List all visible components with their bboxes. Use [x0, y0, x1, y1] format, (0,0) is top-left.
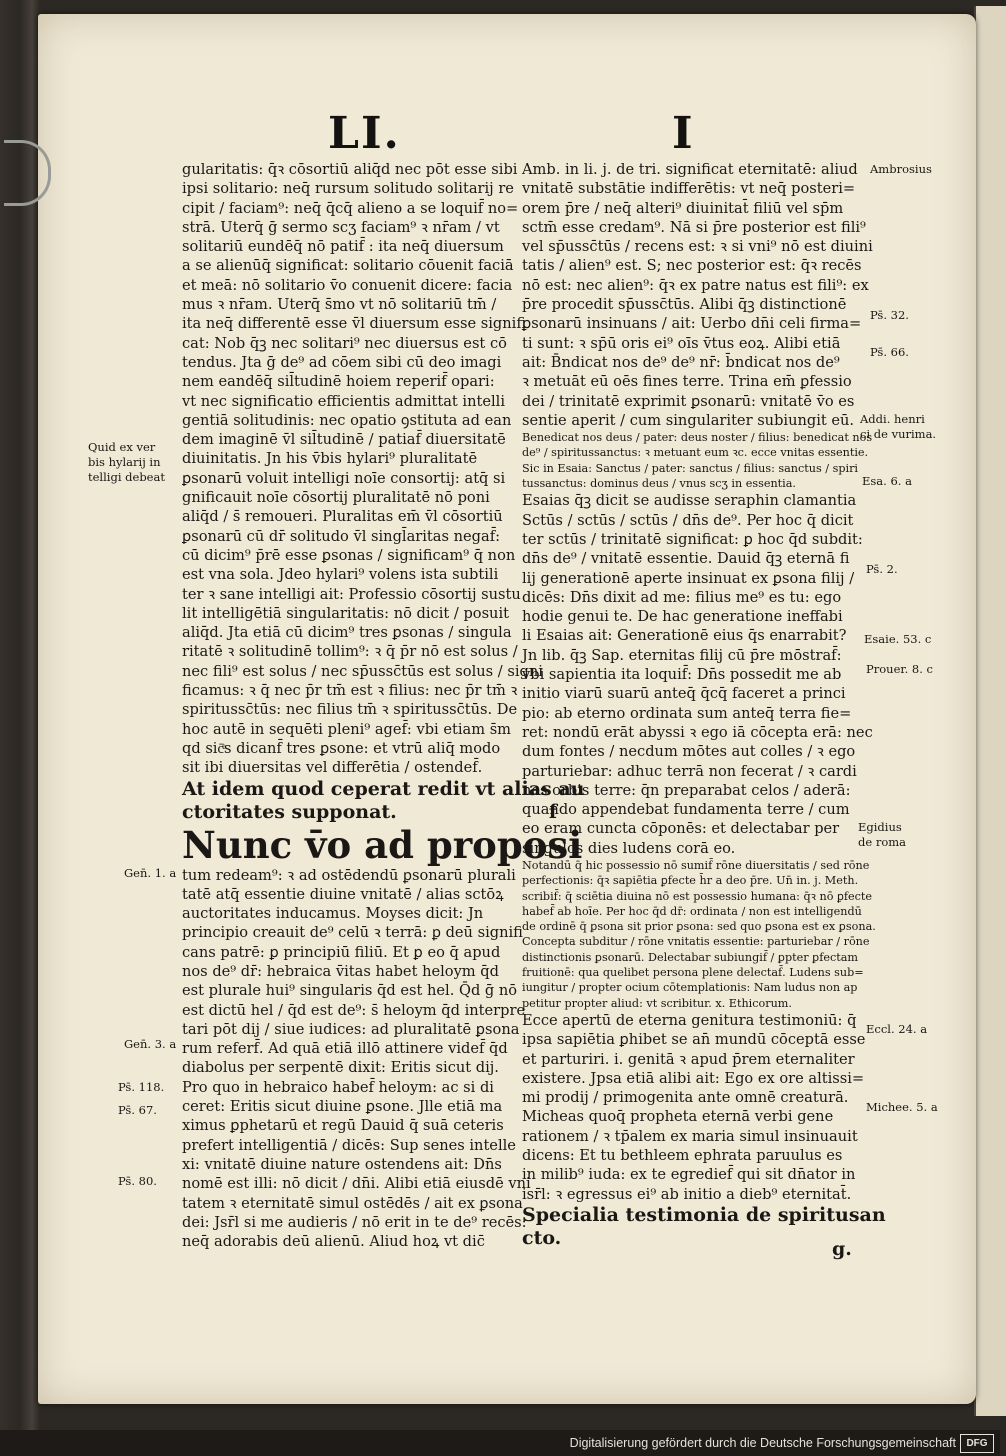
- text-line: ipsi solitario: neq̄ rursum solitudo solitarij re: [182, 180, 514, 198]
- text-line: neq̄ adorabis deū alienū. Aliud hoꝝ vt dic̄: [182, 1233, 485, 1251]
- text-line: eo eram cuncta cōponēs: et delectabar per: [522, 820, 840, 838]
- text-line: spiritussc̄tūs: nec filius tm̄ ꝛ spiritussc̄tūs. De: [182, 701, 518, 719]
- text-line: distinctionis ꝑsonarū. Delectabar subiungif̄ / ꝑpter ꝑfectam: [522, 950, 859, 964]
- text-line: ceret: Eritis sicut diuine ꝑsone. Jlle etiā ma: [182, 1098, 503, 1116]
- text-line: ctoritates supponat. f: [182, 800, 558, 823]
- folio-header-right: I: [672, 108, 695, 159]
- margin-note: Gen̄. 1. a: [124, 866, 177, 880]
- text-line: ti sunt: ꝛ sp̄ū oris ei⁹ oīs v̄tus eoꝝ. Alibi etiā: [522, 334, 841, 352]
- text-line: dei / trinitatē exprimit ꝑsonarū: vnitatē v̄o es: [522, 392, 855, 410]
- left-text-column: [182, 160, 585, 1251]
- text-line: Jn lib. q̄ꝫ Sap. eternitas filij cū p̄re mōstraf̄:: [522, 646, 842, 664]
- text-line: ficamus: ꝛ q̄ nec p̄r tm̄ est ꝛ filius: nec p̄r tm̄ ꝛ: [182, 682, 518, 700]
- text-line: ximus ꝑphetarū et regū Dauid q̄ suā ceteris: [182, 1117, 504, 1135]
- text-line: vt nec significatio efficientis admittat intelli: [182, 392, 505, 410]
- text-line: ꝛ metuāt eū oēs fines terre. Trina em̄ ꝑfessio: [522, 373, 852, 391]
- text-line: cat: Nob q̄ꝫ nec solitari⁹ nec diuersus est cō: [182, 334, 507, 352]
- text-line: rationem / ꝛ tp̄alem ex maria simul insinuauit: [522, 1127, 858, 1145]
- text-line: fruitionē: qua quelibet persona plene delectaf̄. Ludens sub=: [522, 966, 864, 980]
- text-line: li Esaias ait: Generationē eius q̄s enarrabit?: [522, 627, 847, 645]
- text-line: dum fontes / necdum mōtes aut colles / ꝛ ego: [522, 743, 856, 761]
- text-line: xi: vnitatē diuine nature ostendens ait: Dn̄s: [182, 1155, 502, 1173]
- text-line: aliq̄d / s̄ remoueri. Pluralitas em̄ v̄l cōsortiū: [182, 508, 503, 526]
- margin-note: Eccl. 24. a: [866, 1022, 928, 1036]
- text-line: est vna sola. Jdeo hylari⁹ volens ista subtili: [182, 566, 499, 584]
- text-line: sctm̄ esse credam⁹. Nā si p̄re posterior est fili⁹: [522, 218, 866, 236]
- text-line: gnificauit noīe cōsortij pluralitatē nō poni: [182, 489, 490, 507]
- text-line: est dictū hel / q̄d est de⁹: s̄ heloym q̄d interpre: [182, 1001, 526, 1019]
- text-line: petitur propter aliud: vt scribitur. x. Ethicorum.: [522, 996, 792, 1010]
- text-line: sentie aperit / cum singulariter subiungit eū.: [522, 411, 855, 429]
- margin-note: Michee. 5. a: [866, 1100, 938, 1114]
- facing-page-edge: [974, 6, 1006, 1416]
- text-line: dicens: Et tu bethleem ephrata paruulus es: [522, 1147, 843, 1165]
- text-line: perfectionis: q̄ꝛ sapiētia ꝑfecte h̄r a deo p̄re. Un̄ in. j. Meth.: [522, 874, 859, 888]
- margin-note: Ps̄. 66.: [870, 345, 909, 359]
- text-line: rum referf̄. Ad quā etiā illō attinere videf̄ q̄d: [182, 1040, 508, 1058]
- text-line: de⁹ / spiritussanctus: ꝛ metuant eum ꝛc. ecce vnitas essentie.: [522, 446, 869, 460]
- text-line: sit ibi diuersitas vel differētia / ostendef̄.: [182, 759, 483, 777]
- margin-note: Ps̄. 118.: [118, 1080, 165, 1094]
- text-line: dei: Jsr̄l si me audieris / nō erit in te de⁹ recēs:: [182, 1213, 527, 1231]
- text-line: pio: ab eterno ordinata sum anteq̄ terra fie=: [522, 704, 852, 722]
- text-line: ꝑsonarū voluit intelligi noīe consortij: atq̄ si: [182, 469, 506, 487]
- margin-note: Ps̄. 67.: [118, 1103, 157, 1117]
- text-line: quando appendebat fundamenta terre / cum: [522, 801, 850, 819]
- text-line: lit intelligētiā singularitatis: nō dicit / posuit: [182, 604, 509, 622]
- text-line: orem p̄re / neq̄ alteri⁹ diuinitat̄ filiū vel sp̄m: [522, 199, 844, 217]
- text-line: prefert intelligentiā / dicēs: Sup senes intelle: [182, 1136, 516, 1154]
- text-line: a se alienūq̄ significat: solitario cōuenit faciā: [182, 257, 514, 275]
- text-line: diuinitatis. Jn his v̄bis hylari⁹ pluralitatē: [182, 450, 478, 468]
- text-line: Nunc v̄o ad proposi: [182, 822, 583, 867]
- text-line: ter ꝛ sane intelligi ait: Professio cōsortij sustu: [182, 585, 521, 603]
- text-line: mus ꝛ nr̄am. Uterq̄ s̄mo vt nō solitariū tm̄ /: [182, 296, 497, 314]
- text-line: ꝑsonarū insinuans / ait: Uerbo dn̄i celi firma=: [522, 315, 862, 333]
- text-line: tussanctus: dominus deus / vnus scʒ in essentia.: [522, 477, 796, 491]
- margin-note: Ps̄. 80.: [118, 1174, 157, 1188]
- text-line: ipsa sapiētia ꝑhibet se an̄ mundū cōceptā esse: [522, 1031, 866, 1049]
- text-line: strā. Uterq̄ ḡ sermo scʒ faciam⁹ ꝛ nr̄am / vt: [182, 218, 500, 236]
- margin-note: Ps̄. 2.: [866, 562, 898, 576]
- text-line: tendus. Jta ḡ de⁹ ad cōem sibi cū deo imagi: [182, 353, 502, 371]
- text-line: qd sic̄ͤs dicanf̄ tres ꝑsone: et vtrū aliq̄ modo: [182, 739, 501, 757]
- text-line: Notandū q̄ hic possessio nō sumif̄ rōne diuersitatis / sed rōne: [522, 858, 870, 872]
- text-line: Amb. in li. j. de tri. significat eternitatē: aliud: [522, 161, 858, 178]
- digitization-footer: [0, 1430, 1000, 1456]
- text-line: in milib⁹ iuda: ex te egredief̄ qui sit dn̄ator in: [522, 1166, 856, 1184]
- text-line: Micheas quoq̄ propheta eternā verbi gene: [522, 1108, 834, 1126]
- text-line: solitariū eundēq̄ nō patif̄ : ita neq̄ diuersum: [182, 238, 504, 256]
- text-line: ait: B̄ndicat nos de⁹ de⁹ nr̄: b̄ndicat nos de⁹: [522, 353, 840, 371]
- text-line: cū dicim⁹ p̄rē esse ꝑsonas / significam⁹ q̄ non: [182, 546, 516, 564]
- text-line: dn̄s de⁹ / vnitatē essentie. Dauid q̄ꝫ eternā fi: [522, 550, 850, 568]
- text-line: existere. Jpsa etiā alibi ait: Ego ex ore altissi=: [522, 1069, 865, 1087]
- text-line: nos de⁹ dr̄: hebraica v̄itas habet heloym q̄d: [182, 962, 499, 980]
- text-line: nes orbis terre: q̄n preparabat celos / aderā:: [522, 781, 851, 799]
- text-line: mi prodij / primogenita ante omnē creaturā.: [522, 1089, 849, 1107]
- margin-note: Gen̄. 3. a: [124, 1037, 177, 1051]
- dfg-logo-icon: DFG: [960, 1434, 994, 1453]
- text-line: p̄re procedit sp̄ussc̄tūs. Alibi q̄ꝫ distinctionē: [522, 296, 847, 314]
- text-line: lij generationē aperte insinuat ex ꝑsona filij /: [522, 569, 855, 587]
- text-line: isr̄l: ꝛ egressus ei⁹ ab initio a dieb⁹ eternitat̄.: [522, 1185, 852, 1203]
- text-line: tatis / alien⁹ est. S; nec posterior est: q̄ꝛ recēs: [522, 257, 862, 275]
- text-line: est plurale hui⁹ singularis q̄d est hel. Q̄d ḡ nō: [182, 982, 518, 1000]
- text-line: gularitatis: q̄ꝛ cōsortiū aliq̄d nec pōt esse sibi: [182, 161, 518, 178]
- text-line: Ecce apertū de eterna genitura testimoniū: q̄: [522, 1011, 857, 1029]
- margin-note: Prouer. 8. c: [866, 662, 933, 676]
- text-line: initio viarū suarū anteq̄ q̄cq̄ faceret a princi: [522, 685, 846, 703]
- margin-note: Esaie. 53. c: [864, 632, 932, 646]
- text-line: nec fili⁹ est solus / nec sp̄ussc̄tūs est solus / signi: [182, 662, 543, 680]
- text-line: nomē est illi: nō dicit / dn̄i. Alibi etiā eiusdē vni: [182, 1175, 531, 1193]
- text-line: tari pōt dij / siue iudices: ad pluralitatē ꝑsona: [182, 1020, 520, 1038]
- margin-note: Quid ex ver bis hylarij in telligi debeat: [88, 440, 165, 484]
- text-line: hoc autē in sequēti pleni⁹ agef̄: vbi etiam s̄m: [182, 720, 512, 738]
- text-line: de ordinē q̄ ꝑsona sit prior ꝑsona: sed quo ꝑsona est ex ꝑsona.: [522, 920, 876, 934]
- text-line: vel sp̄ussc̄tūs / recens est: ꝛ si vni⁹ nō est diuini: [522, 238, 873, 256]
- text-line: hodie genui te. De hac generatione ineffabi: [522, 608, 843, 626]
- text-line: ꝑsonarū cū dr̄ solitudo v̄l singl̄aritas negaf̄:: [182, 527, 501, 545]
- margin-note: Ps̄. 32.: [870, 308, 909, 322]
- footer-credit: Digitalisierung gefördert durch die Deutsche Forschungsgemeinschaft: [569, 1436, 956, 1450]
- text-line: ter sctūs / trinitatē significat: ꝑ hoc q̄d subdit:: [522, 530, 863, 548]
- text-line: tatē atq̄ essentie diuine vnitatē / alias sctōꝝ: [182, 885, 504, 903]
- text-line: At idem quod ceperat redit vt alias au: [182, 777, 585, 800]
- text-line: Sic in Esaia: Sanctus / pater: sanctus / filius: sanctus / spiri: [522, 461, 859, 475]
- text-line: Sctūs / sctūs / sctūs / dn̄s de⁹. Per hoc q̄ dicit: [522, 511, 854, 529]
- text-line: nō est: nec alien⁹: q̄ꝛ ex patre natus est fili⁹: ex: [522, 276, 869, 294]
- text-line: dicēs: Dn̄s dixit ad me: filius me⁹ es tu: ego: [522, 588, 842, 606]
- text-line: ita neq̄ differentē esse v̄l diuersum esse signifi: [182, 315, 527, 333]
- text-line: vbi sapientia ita loquif̄: Dn̄s possedit me ab: [522, 666, 842, 684]
- text-line: singulos dies ludens corā eo.: [522, 839, 736, 857]
- text-line: Concepta subditur / rōne vnitatis essentie: parturiebar / rōne: [522, 935, 870, 949]
- text-line: Benedicat nos deus / pater: deus noster / filius: benedicat nos: [522, 431, 873, 445]
- margin-note: Addi. henri ci de vurima.: [860, 412, 937, 441]
- text-line: diabolus per serpentē dixit: Eritis sicut dij.: [182, 1059, 499, 1077]
- text-line: vnitatē substātie indifferētis: vt neq̄ posteri=: [522, 180, 856, 198]
- text-line: tum redeam⁹: ꝛ ad ostēdendū ꝑsonarū plurali: [182, 866, 516, 884]
- margin-note: Egidius de roma: [858, 820, 907, 849]
- text-line: principio creauit de⁹ celū ꝛ terrā: ꝑ deū signifi: [182, 924, 523, 942]
- text-line: ritatē ꝛ solitudinē tollim⁹: ꝛ q̄ p̄r nō est solus /: [182, 643, 518, 661]
- text-line: iungitur / propter ocium cōtemplationis: Nam ludus non ap: [522, 981, 858, 995]
- text-line: Specialia testimonia de spiritusan: [522, 1203, 886, 1226]
- text-line: cans patrē: ꝑ principiū filiū. Et ꝑ eo q̄ apud: [182, 943, 501, 961]
- signature-mark: g.: [832, 1238, 852, 1260]
- folio-header-left: LI.: [328, 108, 401, 159]
- text-line: cipit / faciam⁹: neq̄ q̄cq̄ alieno a se loquif̄ no=: [182, 199, 519, 217]
- text-line: dem imaginē v̄l sil̄tudinē / patiaf̄ diuersitatē: [182, 431, 506, 449]
- text-line: habef̄ ab hoīe. Per hoc q̄d dr̄: ordinata / non est intelligendū: [522, 904, 862, 918]
- text-line: auctoritates inducamus. Moyses dicit: Jn: [182, 905, 484, 923]
- margin-note: Ambrosius: [870, 162, 932, 176]
- text-line: parturiebar: adhuc terrā non fecerat / ꝛ cardi: [522, 762, 857, 780]
- text-line: nem eandēq̄ sil̄tudinē hoiem reperif̄ opari:: [182, 373, 495, 391]
- text-line: et parturiri. i. genitā ꝛ apud p̄rem eternaliter: [522, 1050, 855, 1068]
- margin-note: Esa. 6. a: [862, 474, 912, 488]
- text-line: scribif̄: q̄ sciētia diuina nō est possessio humana: q̄ꝛ nō ꝑfecte: [522, 889, 873, 903]
- text-line: tatem ꝛ eternitatē simul ostēdēs / ait ex ꝑsona: [182, 1194, 523, 1212]
- text-line: gentiā solitudinis: nec opatio ꝯstituta ad ean: [182, 411, 512, 429]
- text-line: Pro quo in hebraico habef̄ heloym: ac si di: [182, 1078, 494, 1096]
- text-line: aliq̄d. Jta etiā cū dicim⁹ tres ꝑsonas / singula: [182, 624, 512, 642]
- text-line: cto.: [522, 1226, 562, 1249]
- text-line: et meā: nō solitario v̄o conuenit dicere: facia: [182, 276, 513, 294]
- text-line: Esaias q̄ꝫ dicit se audisse seraphin clamantia: [522, 492, 857, 510]
- text-line: ret: nondū erāt abyssi ꝛ ego iā cōcepta erā: nec: [522, 723, 873, 741]
